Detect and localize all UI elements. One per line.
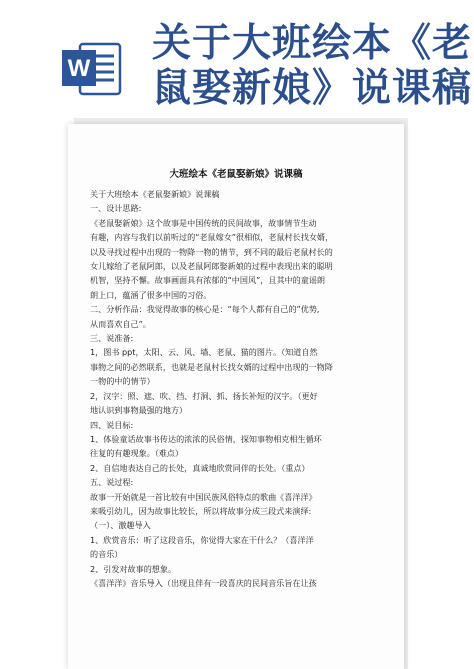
document-line: 一物的中的情节） [90, 376, 155, 387]
document-line: 地认识到事物最强的地方） [90, 405, 188, 416]
document-page [68, 124, 404, 669]
document-line: 2、引发对故事的想象。 [90, 563, 177, 574]
document-line: 五、说过程: [90, 477, 134, 488]
document-line: 2、自信地表达自己的长处，真诚地欣赏同伴的长处。（重点） [90, 462, 310, 473]
document-body [90, 187, 380, 590]
document-title: 大班绘本《老鼠娶新娘》说课稿 [169, 169, 303, 180]
banner-title-line-2: 鼠娶新娘》说课稿 [152, 66, 473, 111]
document-line: 《喜洋洋》音乐导入（出现且伴有一段喜庆的民间音乐旨在让孩 [90, 577, 317, 588]
title-banner [0, 0, 474, 115]
document-line: 机智，坚持不懈。故事画面具有浓郁的“中国风”，且其中的童谣朗 [90, 275, 326, 286]
document-line: 朗上口，蕴涵了很多中国的习俗。 [90, 289, 212, 300]
document-line: 一、设计思路: [90, 203, 142, 214]
document-line: 的音乐） [90, 549, 123, 560]
document-line: 来吸引幼儿，因为故事比较长，所以将故事分成三段式来演绎: [90, 505, 312, 516]
document-line: 二、分析作品：我觉得故事的核心是：“每个人都有自己的”优势, [90, 304, 320, 315]
document-line: 关于大班绘本《老鼠娶新娘》说课稿 [90, 189, 220, 199]
document-line: 有趣，内容与我们以前听过的“老鼠嫁女”很相似，老鼠村长找女婿， [90, 232, 334, 243]
document-line: 往复的有趣现象。（难点） [90, 448, 184, 459]
document-line: 1，图书 ppt，太阳、云、风、墙、老鼠、猫的图片。（知道自然 [90, 347, 318, 358]
document-line: 三、说准备: [90, 333, 134, 344]
document-line: 1、欣赏音乐：听了这段音乐，你觉得大家在干什么？（喜洋洋 [90, 534, 314, 545]
document-line: （一）、激趣导入 [90, 520, 151, 531]
document-line: 事物之间的必然联系，也就是老鼠村长找女婿的过程中出现的一物降 [90, 361, 333, 372]
word-icon-letter: W [67, 55, 91, 82]
document-line: 1、体验童话故事书传达的浓浓的民俗情，探知事物相克相生循环 [90, 433, 322, 444]
document-line: 《老鼠娶新娘》这个故事是中国传统的民间故事，故事情节生动 [90, 217, 317, 228]
document-line: 以及寻找过程中出现的一物降一物的情节，到不同的最后老鼠村长的 [90, 246, 333, 257]
document-line: 故事一开始就是一首比较有中国民族风俗特点的歌曲《喜洋洋》 [90, 491, 317, 502]
word-document-icon [62, 40, 122, 98]
document-line: 四、说目标: [90, 419, 134, 430]
document-line: 2，汉字：照、遮、吹、挡、打洞、抓、扬长补短的汉字。（更好 [90, 390, 318, 401]
document-line: 从而喜欢自己”。 [90, 318, 151, 329]
banner-title-line-1: 关于大班绘本《老 [152, 21, 473, 66]
document-line: 女儿嫁给了老鼠阿郎，以及老鼠阿郎娶新娘的过程中表现出来的聪明 [90, 261, 333, 272]
